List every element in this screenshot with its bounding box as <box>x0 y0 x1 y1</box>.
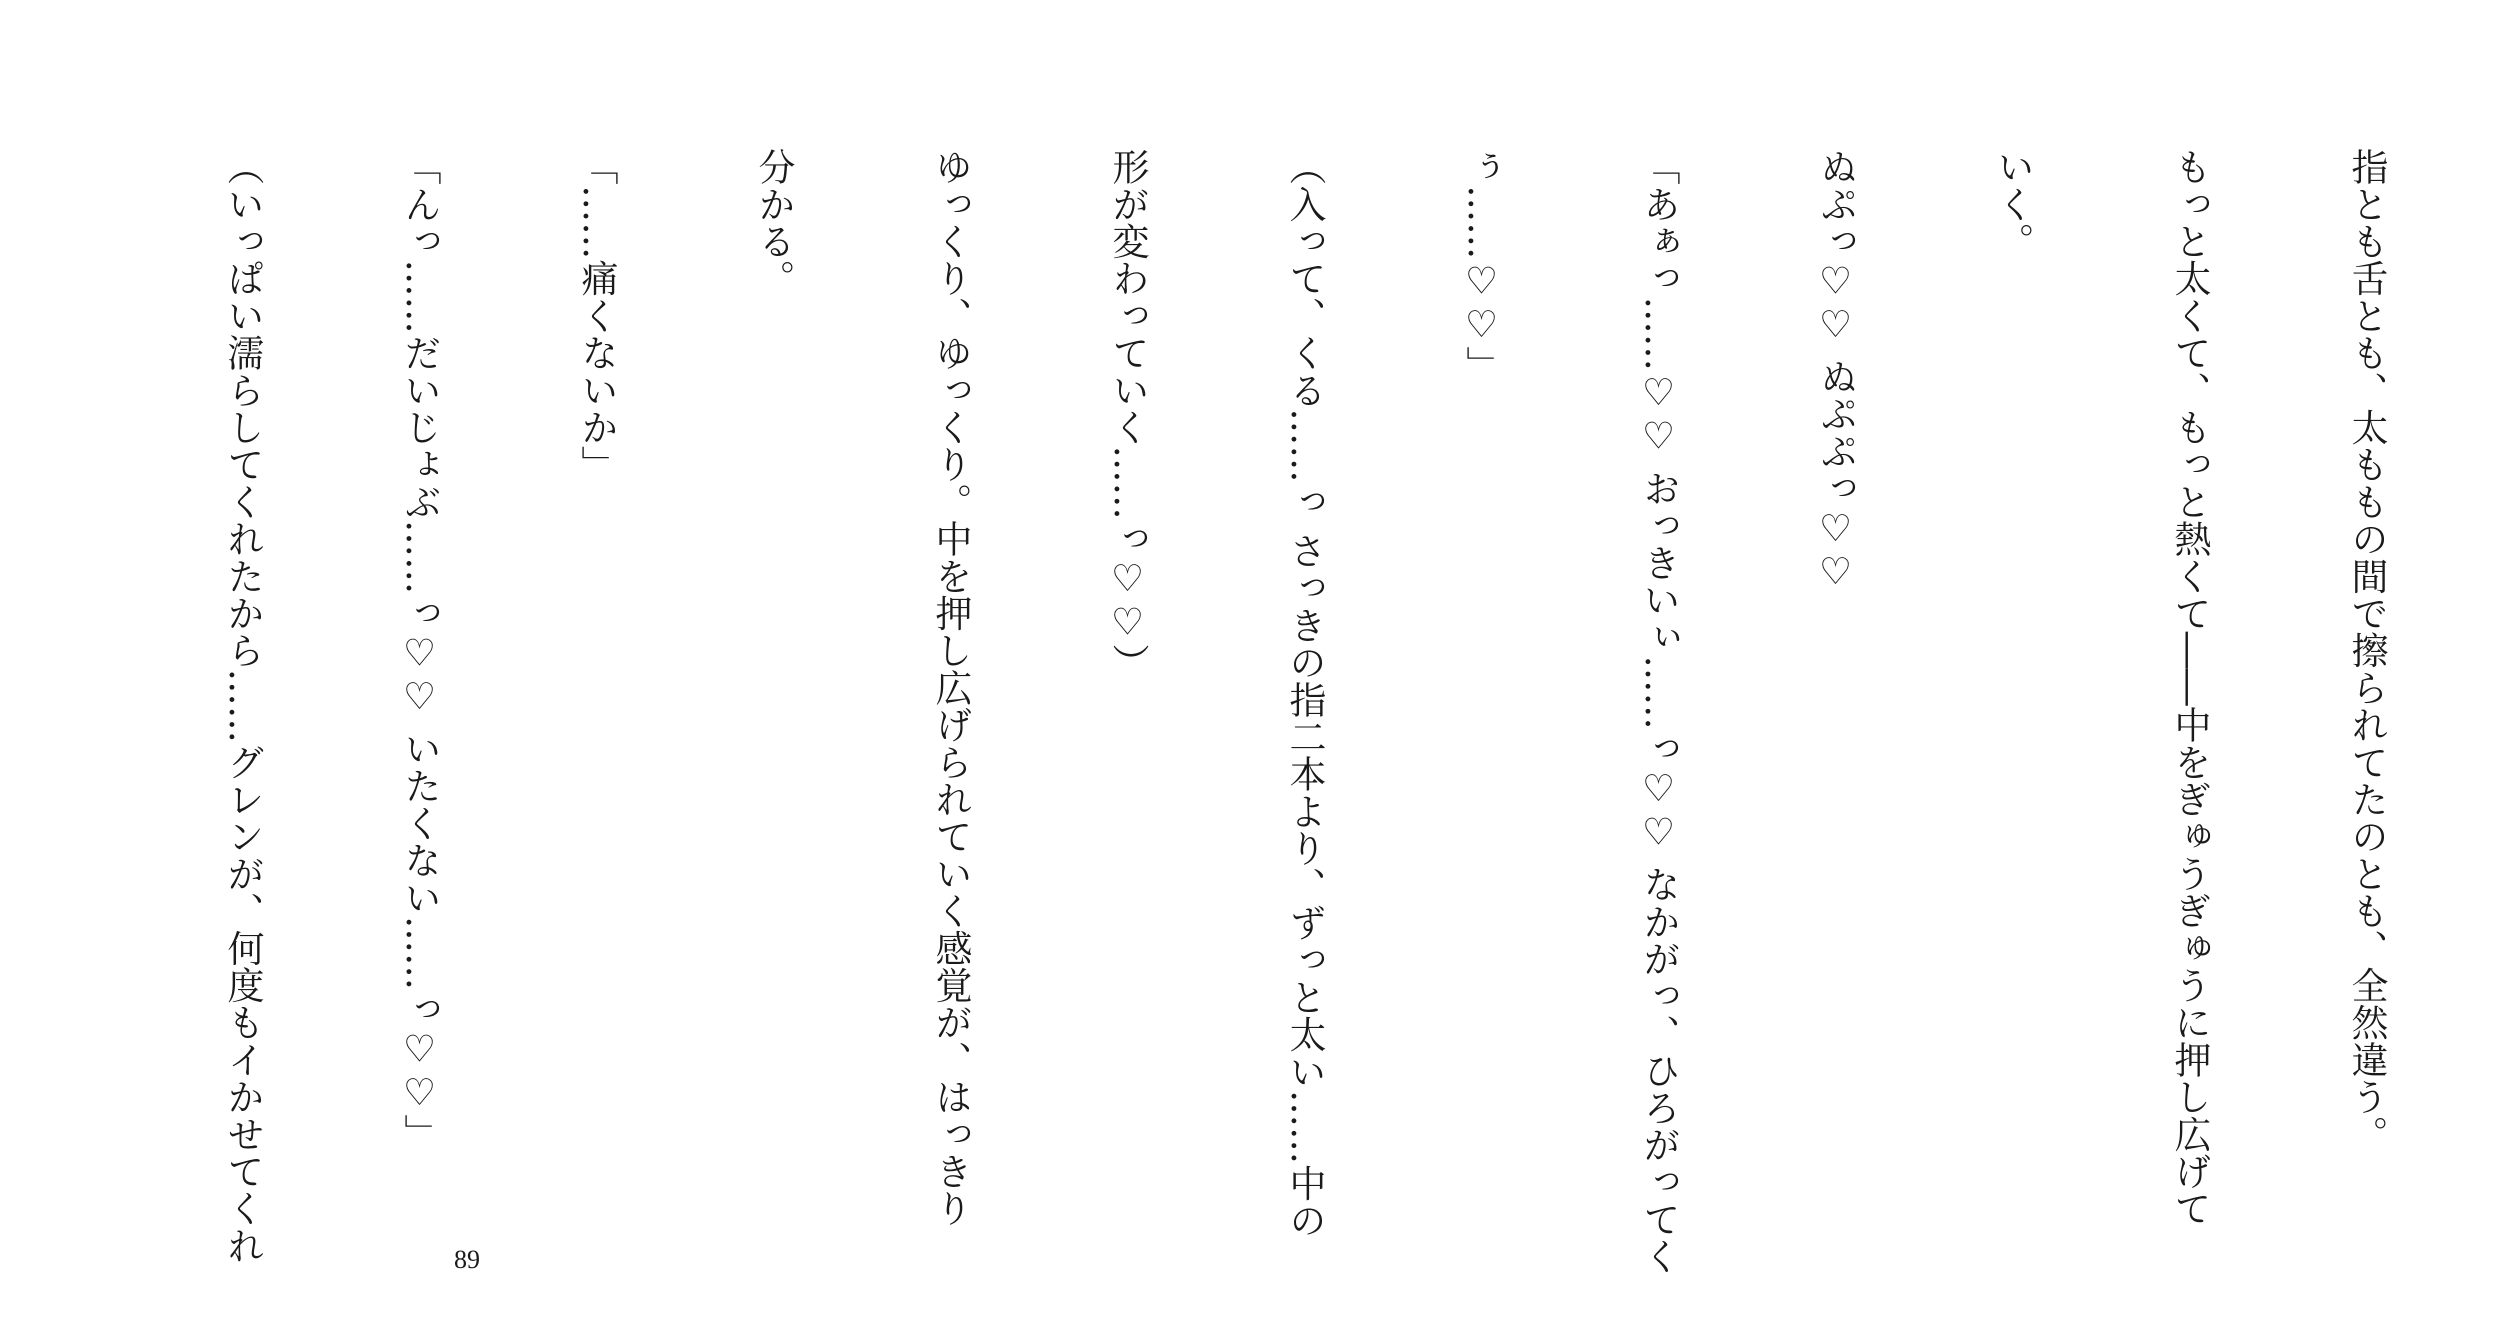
text-line-5: 「あぁっ……♡♡ おっきいぃ……っ♡♡ なかがっ、ひろがってく <box>1637 148 1680 1275</box>
text-line-7: （入って、くる……っ さっきの指二本より、ずっと太い……中の <box>1283 148 1326 1239</box>
text-line-11: 「……痛くないか」 <box>575 148 618 483</box>
text-line-8: 形が変わっていく……っ♡♡） <box>1106 148 1149 681</box>
page-number: 89 <box>454 1245 480 1274</box>
text-line-2: もっと太くて、もっと熱くて――中をぎゅうぎゅうに押し広げて <box>2168 148 2211 1227</box>
text-line-9: ゆっくり、ゆっくり。中を押し広げられていく感覚が、はっきり <box>929 148 972 1227</box>
text-line-10: 分かる。 <box>752 148 795 297</box>
text-line-3: いく。 <box>1991 148 2034 260</box>
text-line-6: ぅ……♡♡」 <box>1460 148 1503 384</box>
text-line-4: ぬぷっ♡♡ ぬぷぷっ♡♡ <box>1814 148 1857 594</box>
text-line-12: 「んっ……だいじょぶ……っ♡♡ いたくない……っ♡♡」 <box>398 148 441 1152</box>
text-line-1: 指とも舌とも、太ももの間で擦られてたのとも、全然違う。 <box>2345 148 2388 1153</box>
text-line-13: （いっぱい濡らしてくれたから……グレンが、何度もイかせてくれ <box>221 148 264 1264</box>
